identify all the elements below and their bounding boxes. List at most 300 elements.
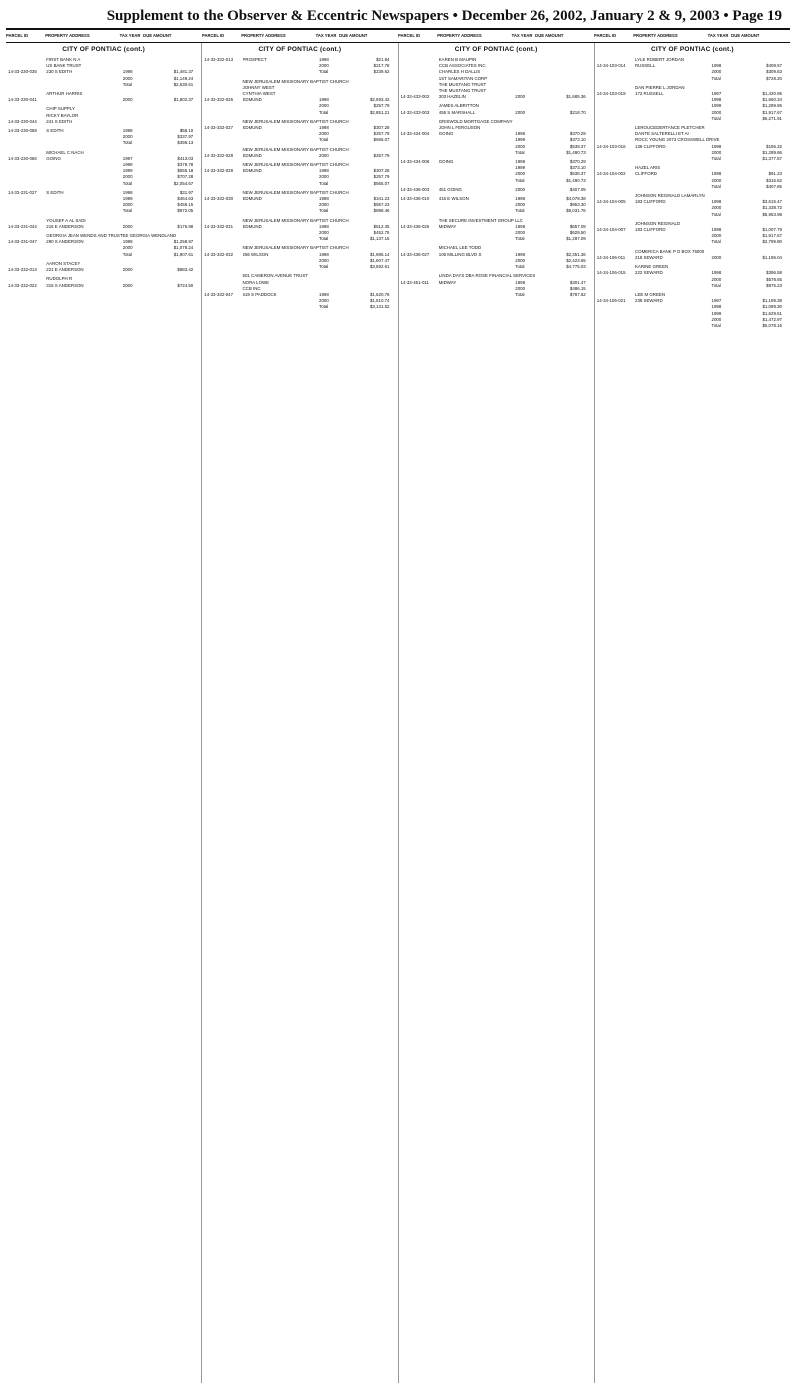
tax-year: 1999 [122, 168, 133, 174]
tax-row [123, 283, 200, 289]
tax-year: 1998 [711, 63, 722, 69]
header-parcel-id: PARCEL ID [6, 33, 29, 38]
due-amount: $2,799.80 [762, 239, 782, 245]
property-address: 238 SEWARD [635, 298, 663, 304]
tax-year: Total [711, 211, 721, 217]
tax-year: 1998 [122, 189, 133, 195]
parcel-entry [401, 159, 592, 184]
header-property-address: PROPERTY ADDRESS [633, 33, 678, 38]
owner-name: YOUSEF A AL SADI [46, 217, 86, 223]
parcel-entry [401, 280, 592, 299]
property-address: RUSSELL [635, 63, 656, 69]
tax-row [515, 187, 592, 193]
parcel-entry [8, 224, 199, 230]
due-amount: $176.98 [177, 223, 194, 229]
listing-column [399, 43, 595, 1383]
owner-name: NEW JERUSALEM MISSIONARY BAPTIST CHURCH [242, 146, 349, 152]
tax-year: 2000 [711, 69, 722, 75]
tax-year: 1997 [711, 298, 722, 304]
due-amount: $972.05 [177, 208, 194, 214]
tax-rows [319, 97, 396, 116]
parcel-entry [597, 227, 788, 246]
parcel-id: 14-33-434-004 [400, 131, 430, 137]
tax-row [712, 116, 789, 122]
tax-row [712, 283, 789, 289]
tax-year: 1998 [711, 97, 722, 103]
due-amount: $486.15 [569, 285, 586, 291]
tax-year: Total [122, 81, 133, 87]
property-address: 303 HAZELIN [438, 94, 466, 100]
tax-row [515, 292, 592, 298]
property-address: PROSPECT [242, 57, 267, 62]
tax-row [515, 264, 592, 270]
property-address: CLIFFORD [635, 171, 657, 177]
parcel-id: 14-33-230-044 [8, 118, 37, 124]
due-amount: $309.63 [766, 69, 782, 75]
due-amount: $396.58 [766, 270, 782, 276]
tax-rows [712, 199, 789, 218]
owner-name: JAMES ALBRITTON [438, 103, 479, 109]
tax-year: 1998 [711, 143, 722, 149]
parcel-id: 14-33-433-002 [400, 94, 430, 100]
owner-name: CCB INC [242, 285, 261, 291]
tax-rows [712, 63, 789, 82]
tax-year: 2000 [515, 171, 526, 177]
owner-name: 501 CAMERON AVENUE TRUST [242, 273, 308, 279]
owner-name: LEROUCEDERTANCE PLETCHER [635, 125, 705, 131]
due-amount: $370.29 [569, 159, 586, 165]
tax-year: Total [515, 291, 525, 297]
tax-row [515, 110, 592, 116]
due-amount: $91.23 [768, 171, 782, 177]
due-amount: $538.37 [569, 171, 586, 177]
parcel-entry [597, 171, 788, 190]
tax-year: 2000 [319, 257, 329, 263]
due-amount: $787.62 [569, 291, 586, 297]
parcel-entry [597, 144, 788, 163]
due-amount: $578.65 [766, 276, 782, 282]
tax-rows [123, 69, 200, 88]
due-amount: $217.78 [373, 63, 390, 69]
parcel-id: 14-33-436-026 [400, 223, 430, 229]
tax-row [515, 208, 592, 214]
due-amount: $5,031.76 [566, 208, 586, 214]
due-amount: $337.97 [177, 134, 194, 140]
owner-name: HAZEL ARIS [635, 165, 661, 171]
tax-row [319, 137, 396, 143]
owner-name: FIRST BANK N A [46, 57, 81, 62]
due-amount: $407.85 [766, 183, 782, 189]
owner-name: LINDA DAYS DBA ROSE FINANCIAL SERVICES [438, 273, 536, 279]
tax-year: 1998 [319, 168, 329, 174]
parcel-entry [8, 69, 199, 88]
tax-year: 1998 [515, 159, 526, 165]
due-amount: $512.35 [373, 223, 390, 229]
tax-rows [319, 196, 396, 215]
tax-year: 1998 [515, 223, 526, 229]
parcel-entry [597, 91, 788, 122]
parcel-id: 14-33-230-066 [8, 155, 37, 161]
tax-row [515, 150, 592, 156]
due-amount: $555.18 [177, 168, 194, 174]
parcel-id: 14-34-104-002 [596, 171, 626, 177]
parcel-id: 14-33-232-022 [8, 282, 37, 288]
due-amount: $1,490.73 [566, 149, 586, 155]
parcel-entry [401, 110, 592, 116]
tax-row [712, 156, 789, 162]
tax-rows [123, 97, 200, 103]
tax-rows [712, 91, 789, 122]
due-amount: $1,287.09 [566, 236, 586, 242]
tax-row [319, 304, 396, 310]
header-property-address: PROPERTY ADDRESS [241, 33, 286, 38]
tax-year: Total [319, 264, 329, 270]
parcel-entry [8, 97, 199, 103]
due-amount: $1,629.51 [762, 310, 782, 316]
parcel-id: 14-33-232-014 [8, 267, 37, 273]
tax-rows [319, 125, 396, 144]
property-address: GOING [438, 131, 454, 137]
due-amount: $2,423.65 [566, 257, 586, 263]
due-amount: $5,078.16 [762, 322, 782, 328]
header-due-amount: DUE AMOUNT [143, 33, 172, 38]
due-amount: $1,907.61 [173, 251, 194, 257]
due-amount: $316.62 [766, 177, 782, 183]
header-due-amount: DUE AMOUNT [535, 33, 564, 38]
tax-year: 1998 [515, 196, 526, 202]
column-header-group [6, 30, 202, 42]
tax-year: 2000 [711, 177, 722, 183]
due-amount: $1,289.86 [762, 103, 782, 109]
property-address: 221 E ANDERSON [46, 267, 84, 273]
tax-year: 2000 [122, 134, 133, 140]
tax-rows [515, 110, 592, 116]
tax-year: 2000 [515, 94, 526, 100]
tax-year: 2000 [122, 223, 133, 229]
parcel-entry [401, 224, 592, 243]
parcel-id: 14-33-436-003 [400, 186, 430, 192]
due-amount: $301.47 [569, 279, 586, 285]
owner-name: THE MUSTANG TRUST [438, 81, 487, 87]
due-amount: $1,338.72 [762, 205, 782, 211]
owner-name: KAREN B MAUPIN [438, 57, 477, 62]
due-amount: $1,196.04 [762, 254, 782, 260]
tax-row [123, 97, 200, 103]
property-address: 241 S EDITH [46, 118, 73, 124]
tax-year: 2000 [515, 257, 526, 263]
tax-rows [123, 119, 200, 125]
due-amount: $1,007.79 [762, 227, 782, 233]
tax-year: 2000 [122, 282, 133, 288]
due-amount: $3,131.52 [369, 304, 390, 310]
tax-rows [712, 227, 789, 246]
due-amount: $1,189.38 [762, 298, 782, 304]
tax-year: 1999 [515, 137, 526, 143]
due-amount: $341.23 [373, 196, 390, 202]
owner-name: US BANK TRUST [46, 63, 82, 69]
due-amount: $239.62 [373, 69, 390, 75]
parcel-entry [204, 125, 395, 144]
parcel-id: 14-33-332-027 [204, 125, 234, 131]
tax-rows [123, 128, 200, 147]
header-property-address: PROPERTY ADDRESS [45, 33, 90, 38]
parcel-id: 14-34-103-019 [596, 91, 626, 97]
tax-rows [319, 224, 396, 243]
tax-rows [515, 94, 592, 100]
owner-name: COMERICA BANK P O BOX 75000 [635, 248, 705, 254]
tax-row [123, 140, 200, 146]
owner-name: JOHNSON REGINALD [635, 220, 681, 226]
parcel-entry [597, 270, 788, 289]
owner-name: RICKY BAYLOR [46, 112, 79, 118]
parcel-entry [8, 128, 199, 147]
tax-year: Total [122, 180, 133, 186]
parcel-entry [204, 97, 395, 116]
tax-year: 2000 [711, 254, 722, 260]
owner-name: RUDOLPH R [46, 276, 73, 282]
owner-name: NEW JERUSALEM MISSIONARY BAPTIST CHURCH [242, 162, 349, 168]
property-address: 416 E WILSON [438, 196, 469, 202]
property-address: EDMUND [242, 223, 262, 229]
parcel-id: 14-33-451-011 [400, 279, 429, 285]
tax-year: 2000 [319, 103, 329, 109]
tax-year: Total [711, 282, 721, 288]
tax-year: 2000 [319, 131, 329, 137]
due-amount: $218.70 [569, 109, 586, 115]
column-header-group [202, 30, 398, 42]
due-amount: $1,660.34 [762, 97, 782, 103]
parcel-id: 14-33-230-041 [8, 97, 37, 103]
tax-year: 1999 [122, 196, 133, 202]
tax-year: 1998 [319, 291, 329, 297]
header-property-address: PROPERTY ADDRESS [437, 33, 482, 38]
due-amount: $728.20 [766, 75, 782, 81]
tax-year: Total [515, 236, 525, 242]
due-amount: $657.09 [569, 223, 586, 229]
due-amount: $407.05 [569, 186, 586, 192]
tax-year: Total [711, 75, 721, 81]
listing-column [6, 43, 202, 1383]
parcel-entry [204, 252, 395, 271]
parcel-entry [8, 239, 199, 258]
tax-year: 2000 [122, 202, 133, 208]
tax-year: 2000 [122, 75, 133, 81]
due-amount: $1,137.15 [369, 236, 390, 242]
tax-year: 1997 [122, 155, 133, 161]
parcel-id: 14-33-231-044 [8, 223, 37, 229]
parcel-id: 14-33-436-027 [400, 251, 430, 257]
due-amount: $307.28 [373, 125, 390, 131]
property-address: 290 S ANDERSON [46, 239, 84, 245]
tax-year: 2000 [711, 149, 722, 155]
tax-year: 1998 [711, 304, 722, 310]
parcel-id: 14-34-103-014 [596, 63, 626, 69]
due-amount: $458.15 [177, 202, 194, 208]
tax-year: 2000 [319, 230, 329, 236]
tax-year: 1998 [711, 270, 722, 276]
header-due-amount: DUE AMOUNT [731, 33, 760, 38]
tax-row [712, 184, 789, 190]
city-heading: CITY OF PONTIAC (cont.) [258, 46, 342, 53]
city-heading: CITY OF PONTIAC (cont.) [650, 46, 734, 53]
parcel-id: 14-33-332-026 [204, 97, 234, 103]
tax-row [123, 82, 200, 88]
property-address: 138 CLIFFORD [635, 143, 666, 149]
owner-name: ROCC YOUNG 2073 CROSSWELL DRIVE [635, 137, 720, 143]
property-address: EDMUND [242, 168, 262, 174]
tax-row [712, 76, 789, 82]
due-amount: $1,420.95 [762, 91, 782, 97]
tax-year: 1998 [515, 279, 526, 285]
due-amount: $307.28 [373, 168, 390, 174]
tax-row [515, 94, 592, 100]
owner-name: LEE M GREEN [635, 291, 666, 297]
parcel-id: 14-34-106-015 [596, 270, 626, 276]
tax-year: 1999 [515, 165, 526, 171]
tax-year: 1998 [319, 57, 329, 62]
tax-year: 1999 [711, 310, 722, 316]
due-amount: $1,377.67 [762, 156, 782, 162]
header-due-amount: DUE AMOUNT [339, 33, 368, 38]
owner-name: NEW JERUSALEM MISSIONARY BAPTIST CHURCH [242, 118, 349, 124]
tax-year: 1998 [319, 125, 329, 131]
parcel-id: 14-33-230-035 [8, 69, 37, 75]
tax-row [515, 178, 592, 184]
tax-year: Total [122, 140, 133, 146]
property-address: EDMUND [242, 196, 262, 202]
due-amount: $257.79 [373, 131, 390, 137]
parcel-entry [8, 283, 199, 289]
tax-rows [515, 187, 592, 193]
tax-rows [712, 255, 789, 261]
tax-row [123, 208, 200, 214]
tax-row [319, 236, 396, 242]
property-address: MIDWAY [438, 223, 457, 229]
due-amount: $883.42 [177, 267, 194, 273]
tax-year: 2000 [319, 63, 329, 69]
tax-year: 2000 [711, 233, 722, 239]
tax-year: 1998 [122, 128, 133, 134]
tax-year: Total [319, 304, 329, 310]
tax-year: 1997 [711, 91, 722, 97]
parcel-entry [597, 63, 788, 82]
parcel-entry [597, 199, 788, 218]
parcel-id: 14-33-434-006 [400, 159, 430, 165]
parcel-entry [401, 94, 592, 100]
parcel-id: 14-33-332-032 [204, 251, 234, 257]
due-amount: $1,078.24 [173, 245, 194, 251]
property-address: 183 CLIFFORD [635, 227, 666, 233]
tax-row [319, 110, 396, 116]
owner-name: NEW JERUSALEM MISSIONARY BAPTIST CHURCH [242, 78, 349, 84]
due-amount: $565.07 [373, 137, 390, 143]
owner-name: LYLE ROBERT JORDAN [635, 57, 685, 62]
tax-year: 1998 [711, 199, 722, 205]
parcel-id: 14-34-106-021 [596, 298, 626, 304]
tax-rows [319, 153, 396, 159]
tax-rows [515, 224, 592, 243]
tax-year: 1998 [515, 131, 526, 137]
tax-year: 2000 [122, 245, 133, 251]
owner-name: CYNTHIA WEST [242, 91, 276, 97]
property-address: GOING [438, 159, 454, 165]
tax-year: 1998 [319, 196, 329, 202]
due-amount: $1,985.14 [369, 251, 390, 257]
city-heading: CITY OF PONTIAC (cont.) [454, 46, 538, 53]
tax-year: Total [515, 177, 525, 183]
property-address: 451 GOING [438, 186, 462, 192]
owner-name: CCB ASSOCIATES INC [438, 63, 486, 69]
due-amount: $1,258.97 [173, 239, 194, 245]
tax-year: Total [711, 115, 721, 121]
due-amount: $58.10 [179, 128, 194, 134]
property-address: 106 MILLING BLVD S [438, 251, 482, 257]
property-address: 183 CLIFFORD [635, 199, 666, 205]
parcel-entry [401, 131, 592, 156]
tax-year: 1999 [711, 103, 722, 109]
parcel-entry [204, 196, 395, 215]
tax-rows [319, 292, 396, 311]
parcel-entry [204, 292, 395, 311]
due-amount: $408.57 [766, 63, 782, 69]
tax-year: Total [515, 149, 525, 155]
property-address: GOING [46, 155, 61, 161]
tax-year: 2000 [711, 316, 722, 322]
entries-container [204, 57, 395, 311]
tax-year: 1998 [319, 97, 329, 103]
property-address: EDMUND [242, 152, 262, 158]
tax-row [123, 252, 200, 258]
tax-year: 1998 [711, 227, 722, 233]
owner-name: JOHNSON REGINALD LAMARLYN [635, 193, 705, 199]
tax-year: 1998 [319, 251, 329, 257]
owner-name: 1ST SAMARITAN CORP [438, 75, 488, 81]
tax-year: 1998 [122, 69, 133, 75]
tax-rows [123, 267, 200, 273]
due-amount: $3,615.47 [762, 199, 782, 205]
due-amount: $452.75 [373, 230, 390, 236]
tax-year: Total [122, 251, 133, 257]
due-amount: $557.23 [373, 202, 390, 208]
tax-rows [712, 144, 789, 163]
due-amount: $31.97 [179, 189, 194, 195]
tax-year: Total [319, 69, 329, 75]
parcel-id: 14-34-104-007 [596, 227, 626, 233]
city-heading: CITY OF PONTIAC (cont.) [62, 46, 146, 53]
column-header-group [398, 30, 594, 42]
header-tax-year: TAX YEAR [511, 33, 533, 38]
tax-year: 1998 [515, 251, 526, 257]
tax-year: Total [319, 236, 329, 242]
header-parcel-id: PARCEL ID [202, 33, 225, 38]
due-amount: $565.07 [373, 180, 390, 186]
property-address: 455 S MARSHALL [438, 109, 476, 115]
parcel-id: 14-33-433-003 [400, 109, 430, 115]
owner-name: THE SECURE INVESTMENT GROUP LLC [438, 217, 524, 223]
tax-row [712, 255, 789, 261]
due-amount: $3,592.61 [369, 264, 390, 270]
due-amount: $724.50 [177, 282, 194, 288]
parcel-id: 14-33-332-028 [204, 152, 234, 158]
listing-column [595, 43, 790, 1383]
due-amount: $1,149.24 [173, 75, 194, 81]
parcel-entry [8, 156, 199, 187]
parcel-entry [204, 224, 395, 243]
tax-rows [123, 239, 200, 258]
entries-container [8, 57, 199, 289]
property-address: 222 SEWARD [635, 270, 663, 276]
tax-year: 2000 [319, 152, 329, 158]
